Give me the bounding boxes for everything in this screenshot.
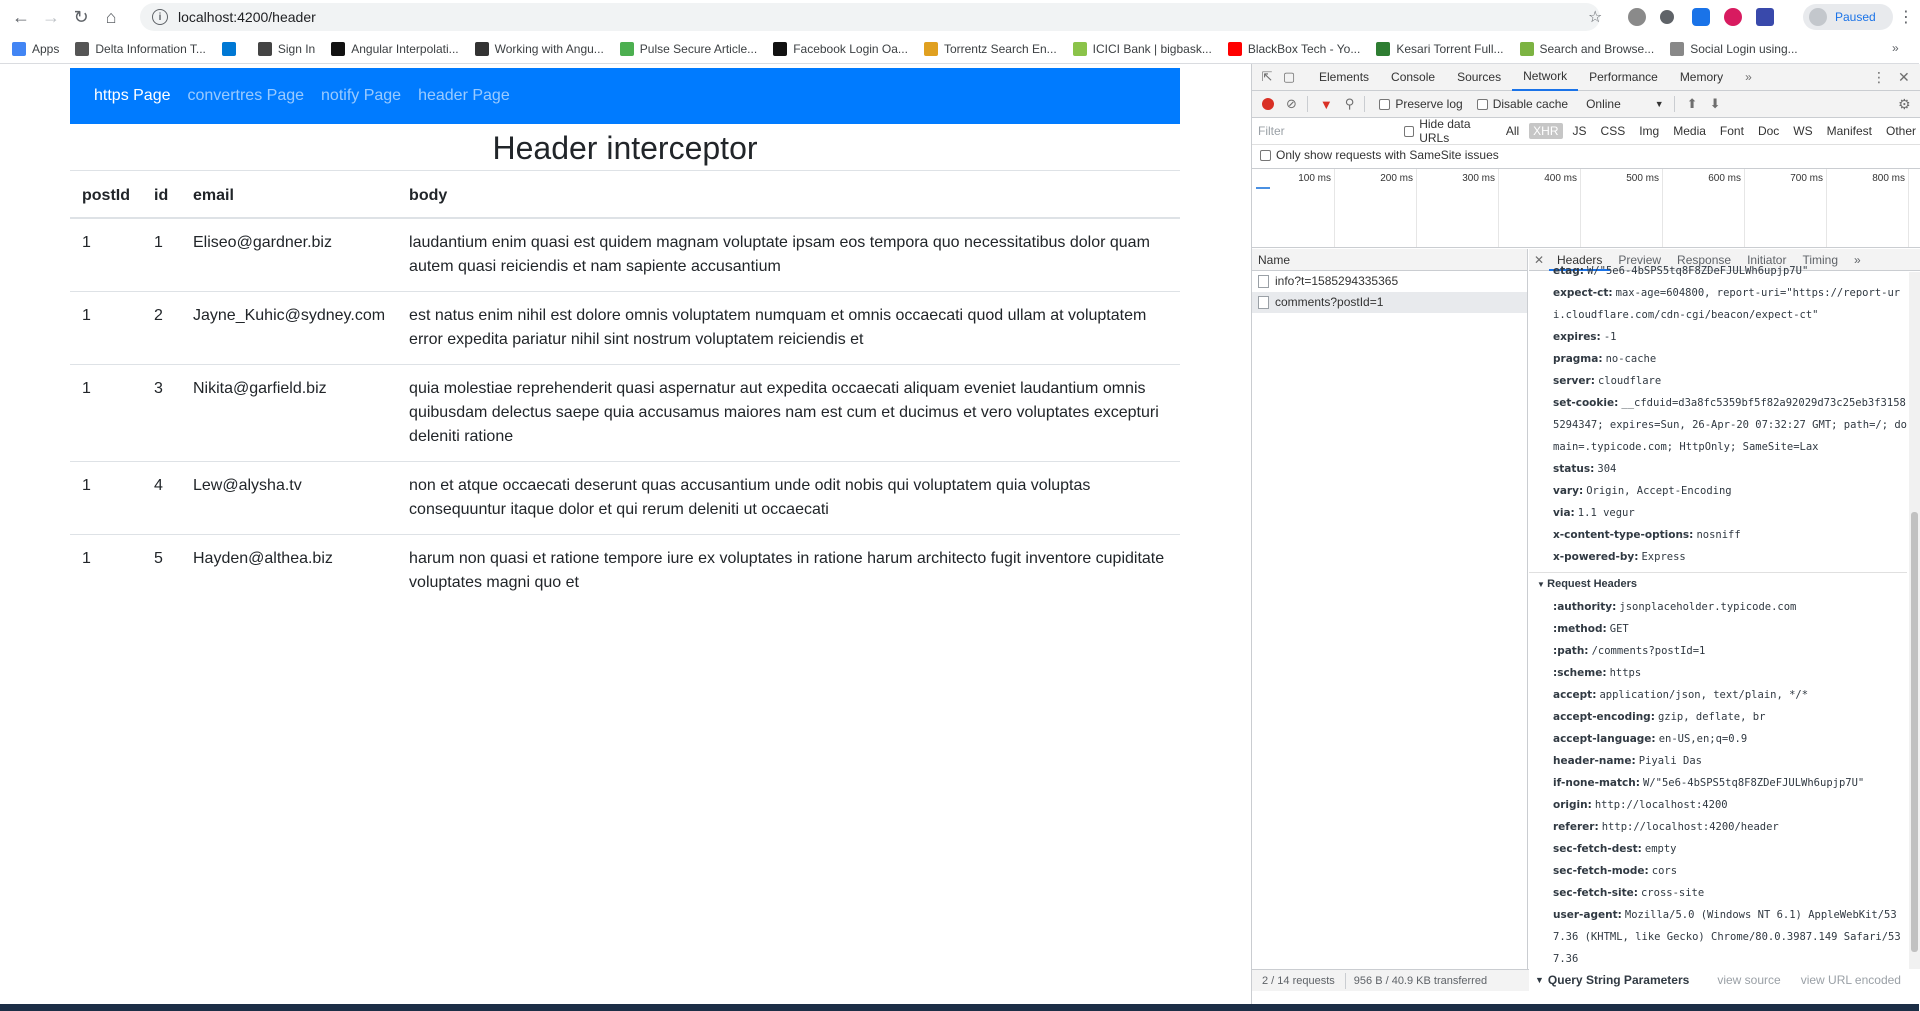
header-name: server: xyxy=(1553,375,1595,387)
bookmark-item[interactable] xyxy=(75,42,206,56)
header-value: cross-site xyxy=(1640,887,1705,899)
request-file-icon xyxy=(1258,275,1269,288)
detail-tab-preview[interactable]: Preview xyxy=(1618,252,1662,267)
header-name: referer: xyxy=(1553,821,1599,833)
timeline-tick xyxy=(1380,169,1417,247)
query-string-parameters-section[interactable] xyxy=(1529,969,1920,991)
nav-link[interactable]: https Page xyxy=(94,87,171,104)
timeline-tick xyxy=(1790,169,1827,247)
filter-type-css[interactable]: CSS xyxy=(1600,124,1626,138)
comments-table xyxy=(70,170,1180,607)
bookmark-label: Apps xyxy=(32,41,60,56)
samesite-checkbox[interactable] xyxy=(1260,148,1499,162)
bookmark-label: ICICI Bank | bigbask... xyxy=(1092,41,1212,56)
header-value: __cfduid=d3a8fc5359bf5f82a92029d73c25eb3f31585294347; expires=Sun, 26-Apr-20 07:32:27 GMT; path=/; domain=.typicode.com; HttpOnly; SameSite=Lax xyxy=(1553,397,1908,453)
request-count: 2 / 14 requests xyxy=(1262,974,1335,987)
header-value: Mozilla/5.0 (Windows NT 6.1) AppleWebKit/537.36 (KHTML, like Gecko) Chrome/80.0.3987.149 Safari/537.36 xyxy=(1553,909,1901,965)
header-line xyxy=(1529,684,1907,706)
bookmark-label: Pulse Secure Article... xyxy=(639,41,758,56)
cell-id: 2 xyxy=(142,292,181,365)
timeline-tick-label: 700 ms xyxy=(1790,173,1823,184)
tab-sources[interactable]: Sources xyxy=(1457,70,1502,84)
paused-label: Paused xyxy=(1835,10,1876,24)
preserve-log-checkbox[interactable] xyxy=(1379,97,1462,111)
timeline-tick xyxy=(1298,169,1335,247)
cell-id: 1 xyxy=(142,218,181,292)
clear-icon[interactable]: ⊘ xyxy=(1286,96,1297,111)
timeline-tick-label: 100 ms xyxy=(1298,173,1331,184)
device-toolbar-icon[interactable]: ▢ xyxy=(1282,69,1296,84)
request-list-header[interactable]: Name xyxy=(1252,249,1527,271)
timeline-tick-label: 500 ms xyxy=(1626,173,1659,184)
bookmark-item[interactable] xyxy=(1520,42,1655,56)
checkbox-box[interactable] xyxy=(1260,150,1271,161)
bookmark-favicon-icon xyxy=(1376,42,1390,56)
bookmark-favicon-icon xyxy=(1228,42,1242,56)
filter-type-all[interactable]: All xyxy=(1505,124,1520,138)
filter-type-ws[interactable]: WS xyxy=(1793,124,1813,138)
table-row xyxy=(70,535,1180,608)
avatar xyxy=(1809,8,1827,26)
close-detail-icon[interactable]: ✕ xyxy=(1533,252,1545,267)
request-detail-pane xyxy=(1529,249,1920,969)
bookmarks-bar xyxy=(0,34,1919,64)
samesite-label: Only show requests with SameSite issues xyxy=(1276,148,1499,162)
bookmark-favicon-icon xyxy=(75,42,89,56)
bookmark-favicon-icon xyxy=(1670,42,1684,56)
toolbar-divider xyxy=(1307,96,1308,112)
detail-tab-headers[interactable]: Headers xyxy=(1549,249,1610,271)
address-bar-url: localhost:4200/header xyxy=(178,9,316,25)
request-name: info?t=1585294335365 xyxy=(1275,274,1399,288)
timeline-tick xyxy=(1462,169,1499,247)
bookmark-favicon-icon xyxy=(620,42,634,56)
detail-tab-timing[interactable]: Timing xyxy=(1802,252,1839,267)
header-name: x-powered-by: xyxy=(1553,551,1639,563)
header-name: x-content-type-options: xyxy=(1553,529,1694,541)
bookmark-favicon-icon xyxy=(1073,42,1087,56)
cell-postid: 1 xyxy=(70,218,142,292)
header-name: accept-language: xyxy=(1553,733,1656,745)
devtools-menu-icon[interactable]: ⋮ xyxy=(1872,69,1886,85)
header-line xyxy=(1529,260,1907,282)
filter-type-font[interactable]: Font xyxy=(1719,124,1744,138)
cell-body: quia molestiae reprehenderit quasi aspernatur aut expedita occaecati aliquam eveniet laudantium omnis quibusdam delectus saepe quia accusamus maiores nam est cum et ducimus et vero voluptates excepturi deleniti ratione xyxy=(397,365,1180,462)
view-url-encoded-link[interactable]: view URL encoded xyxy=(1800,973,1901,987)
preserve-log-label: Preserve log xyxy=(1395,97,1463,111)
os-taskbar xyxy=(0,1004,1919,1011)
cell-email: Nikita@garfield.biz xyxy=(181,365,397,462)
bookmark-favicon-icon xyxy=(12,42,26,56)
column-header: postId xyxy=(70,171,142,219)
header-line xyxy=(1529,794,1907,816)
table-row xyxy=(70,365,1180,462)
request-list xyxy=(1252,249,1528,969)
timeline-tick xyxy=(1872,169,1909,247)
toolbar-divider xyxy=(1674,96,1675,112)
header-name: set-cookie: xyxy=(1553,397,1619,409)
bookmark-favicon-icon xyxy=(331,42,345,56)
disable-cache-label: Disable cache xyxy=(1492,97,1569,111)
header-line xyxy=(1529,618,1907,640)
headers-content xyxy=(1529,265,1908,969)
header-value: http://localhost:4200/header xyxy=(1601,821,1779,833)
view-source-link[interactable]: view source xyxy=(1717,973,1781,987)
header-value: empty xyxy=(1644,843,1677,855)
column-header: email xyxy=(181,171,397,219)
header-value: nosniff xyxy=(1696,529,1741,541)
header-line xyxy=(1529,838,1907,860)
bookmark-item[interactable] xyxy=(222,42,242,56)
timeline-marker xyxy=(1256,187,1270,189)
request-headers-title: Request Headers xyxy=(1547,578,1638,590)
devtools-tabbar xyxy=(1252,64,1920,91)
header-value: -1 xyxy=(1603,331,1617,343)
hide-data-urls-label: Hide data URLs xyxy=(1419,117,1471,145)
header-name: :path: xyxy=(1553,645,1589,657)
query-string-title: Query String Parameters xyxy=(1547,973,1690,987)
header-line xyxy=(1529,596,1907,618)
bookmark-label: Facebook Login Oa... xyxy=(793,41,908,56)
header-value: GET xyxy=(1609,623,1629,635)
header-name: accept: xyxy=(1553,689,1597,701)
network-toolbar xyxy=(1252,91,1920,118)
extension-eyedropper-icon[interactable] xyxy=(1660,10,1674,24)
bookmark-label: Torrentz Search En... xyxy=(943,41,1057,56)
header-value: Piyali Das xyxy=(1638,755,1702,767)
header-name: pragma: xyxy=(1553,353,1603,365)
header-name: :method: xyxy=(1553,623,1607,635)
header-line xyxy=(1529,706,1907,728)
cell-id: 3 xyxy=(142,365,181,462)
bookmark-label: Working with Angu... xyxy=(494,41,604,56)
cell-email: Hayden@althea.biz xyxy=(181,535,397,608)
header-value: http://localhost:4200 xyxy=(1594,799,1728,811)
header-line xyxy=(1529,860,1907,882)
header-line xyxy=(1529,480,1907,502)
header-value: W/"5e6-4bSPS5tq8F8ZDeFJULWh6upjp7U" xyxy=(1587,265,1809,277)
header-line xyxy=(1529,502,1907,524)
header-name: expect-ct: xyxy=(1553,287,1613,299)
header-line xyxy=(1529,750,1907,772)
bookmark-label: Social Login using... xyxy=(1690,41,1798,56)
header-line xyxy=(1529,458,1907,480)
header-value: https xyxy=(1609,667,1642,679)
request-file-icon xyxy=(1258,296,1269,309)
checkbox-box[interactable] xyxy=(1404,126,1414,137)
bookmark-label: BlackBox Tech - Yo... xyxy=(1247,41,1361,56)
checkbox-box[interactable] xyxy=(1379,99,1390,110)
header-name: status: xyxy=(1553,463,1595,475)
import-har-icon[interactable]: ⬆ xyxy=(1686,96,1698,111)
scrollbar-thumb[interactable] xyxy=(1911,512,1918,952)
header-line xyxy=(1529,816,1907,838)
header-value: application/json, text/plain, */* xyxy=(1599,689,1809,701)
filter-type-other[interactable]: Other xyxy=(1885,124,1916,138)
triangle-down-icon: ▼ xyxy=(1535,975,1544,985)
cell-body: harum non quasi et ratione tempore iure ex voluptates in ratione harum architecto fugit inventore cupiditate voluptates magni quo et xyxy=(397,535,1180,608)
bookmark-item[interactable] xyxy=(620,42,757,56)
cell-postid: 1 xyxy=(70,292,142,365)
cell-postid: 1 xyxy=(70,365,142,462)
bookmark-item[interactable] xyxy=(258,42,315,56)
bookmark-item[interactable] xyxy=(1376,42,1503,56)
timeline-tick xyxy=(1544,169,1581,247)
header-value: cors xyxy=(1651,865,1678,877)
nav-link[interactable]: header Page xyxy=(418,87,510,104)
bookmark-favicon-icon xyxy=(924,42,938,56)
triangle-down-icon: ▼ xyxy=(1537,580,1548,589)
header-value: cloudflare xyxy=(1597,375,1662,387)
request-row[interactable] xyxy=(1252,271,1527,292)
bookmark-favicon-icon xyxy=(258,42,272,56)
extension-screen-icon[interactable] xyxy=(1756,8,1774,26)
forward-icon[interactable]: → xyxy=(42,6,60,27)
header-name: header-name: xyxy=(1553,755,1636,767)
filter-type-xhr[interactable]: XHR xyxy=(1529,123,1562,139)
address-bar[interactable] xyxy=(140,3,1603,31)
header-name: sec-fetch-site: xyxy=(1553,887,1638,899)
bookmark-favicon-icon xyxy=(773,42,787,56)
bookmark-item[interactable] xyxy=(924,42,1057,56)
header-line xyxy=(1529,546,1907,568)
header-value: Origin, Accept-Encoding xyxy=(1586,485,1732,497)
devtools-close-icon[interactable]: ✕ xyxy=(1898,69,1910,85)
request-row[interactable] xyxy=(1252,292,1527,313)
header-value: /comments?postId=1 xyxy=(1591,645,1706,657)
header-value: max-age=604800, report-uri="https://report-uri.cloudflare.com/cdn-cgi/beacon/expect-ct" xyxy=(1553,287,1901,321)
bookmark-star-icon[interactable]: ☆ xyxy=(1588,9,1603,26)
table-row xyxy=(70,292,1180,365)
tab-elements[interactable]: Elements xyxy=(1319,70,1370,84)
header-name: expires: xyxy=(1553,331,1601,343)
filter-input[interactable]: Filter xyxy=(1258,124,1285,138)
profile-paused-button[interactable] xyxy=(1803,4,1893,30)
bookmark-item[interactable] xyxy=(12,42,59,56)
header-value: no-cache xyxy=(1605,353,1657,365)
cell-postid: 1 xyxy=(70,462,142,535)
status-divider xyxy=(1345,973,1346,989)
header-name: :scheme: xyxy=(1553,667,1607,679)
bookmark-label: Sign In xyxy=(277,41,316,56)
back-icon[interactable]: ← xyxy=(12,6,30,27)
record-icon[interactable] xyxy=(1262,98,1274,110)
cell-postid: 1 xyxy=(70,535,142,608)
bookmark-item[interactable] xyxy=(773,42,908,56)
cell-email: Jayne_Kuhic@sydney.com xyxy=(181,292,397,365)
bookmark-item[interactable] xyxy=(475,42,604,56)
extension-blue-icon[interactable] xyxy=(1692,8,1710,26)
filter-type-js[interactable]: JS xyxy=(1572,124,1587,138)
cell-body: laudantium enim quasi est quidem magnam voluptate ipsam eos tempora quo necessitatibus dolor quam autem quasi reiciendis et nam sapiente accusantium xyxy=(397,218,1180,292)
inspect-element-icon[interactable]: ⇱ xyxy=(1261,69,1273,84)
header-line xyxy=(1529,662,1907,684)
filter-type-doc[interactable]: Doc xyxy=(1757,124,1780,138)
nav-link[interactable]: notify Page xyxy=(321,87,402,104)
throttle-value: Online xyxy=(1586,97,1621,111)
hide-data-urls-checkbox[interactable] xyxy=(1404,117,1494,145)
devtools-panel xyxy=(1251,64,1919,1011)
bookmark-label: Angular Interpolati... xyxy=(351,41,459,56)
nav-link[interactable]: convertres Page xyxy=(187,87,305,104)
cell-body: non et atque occaecati deserunt quas accusantium unde odit nobis qui voluptatem quia voluptas consequuntur itaque dolor et qui rerum deleniti ut occaecati xyxy=(397,462,1180,535)
app-page xyxy=(0,64,1250,1011)
header-value: 304 xyxy=(1597,463,1617,475)
header-line xyxy=(1529,640,1907,662)
header-value: gzip, deflate, br xyxy=(1657,711,1766,723)
header-value: en-US,en;q=0.9 xyxy=(1658,733,1748,745)
info-icon[interactable]: i xyxy=(152,9,168,25)
network-filter-bar xyxy=(1252,118,1920,145)
more-detail-tabs-icon[interactable]: » xyxy=(1854,252,1861,267)
bookmark-favicon-icon xyxy=(222,42,236,56)
header-line xyxy=(1529,772,1907,794)
bookmark-favicon-icon xyxy=(1520,42,1534,56)
reload-icon[interactable]: ↻ xyxy=(73,6,89,27)
header-name: via: xyxy=(1553,507,1575,519)
bookmark-item[interactable] xyxy=(331,42,458,56)
header-line xyxy=(1529,370,1907,392)
filter-type-img[interactable]: Img xyxy=(1639,124,1660,138)
header-name: sec-fetch-mode: xyxy=(1553,865,1649,877)
header-value: W/"5e6-4bSPS5tq8F8ZDeFJULWh6upjp7U" xyxy=(1643,777,1865,789)
header-line xyxy=(1529,882,1907,904)
header-line xyxy=(1529,282,1907,326)
checkbox-box[interactable] xyxy=(1477,99,1488,110)
header-name: sec-fetch-dest: xyxy=(1553,843,1642,855)
table-row xyxy=(70,462,1180,535)
throttle-select[interactable] xyxy=(1586,97,1664,111)
bookmark-label: Kesari Torrent Full... xyxy=(1396,41,1504,56)
disable-cache-checkbox[interactable] xyxy=(1477,97,1568,111)
tab-performance[interactable]: Performance xyxy=(1589,70,1658,84)
table-row xyxy=(70,218,1180,292)
timeline-tick-label: 200 ms xyxy=(1380,173,1413,184)
extension-globe-icon[interactable] xyxy=(1628,8,1646,26)
chevron-down-icon: ▼ xyxy=(1654,99,1664,109)
header-line xyxy=(1529,392,1907,458)
header-name: vary: xyxy=(1553,485,1584,497)
header-line xyxy=(1529,524,1907,546)
header-name: :authority: xyxy=(1553,601,1617,613)
cell-id: 5 xyxy=(142,535,181,608)
header-name: if-none-match: xyxy=(1553,777,1640,789)
bookmark-favicon-icon xyxy=(475,42,489,56)
timeline-tick-label: 600 ms xyxy=(1708,173,1741,184)
home-icon[interactable]: ⌂ xyxy=(105,6,117,27)
header-name: accept-encoding: xyxy=(1553,711,1655,723)
timeline-tick xyxy=(1708,169,1745,247)
timeline-tick-label: 800 ms xyxy=(1872,173,1905,184)
headers-scrollbar[interactable] xyxy=(1909,272,1920,969)
bookmark-item[interactable] xyxy=(1073,42,1212,56)
bookmark-item[interactable] xyxy=(1228,42,1361,56)
header-value: Express xyxy=(1641,551,1686,563)
settings-gear-icon[interactable]: ⚙ xyxy=(1898,95,1911,112)
detail-tab-initiator[interactable]: Initiator xyxy=(1747,252,1787,267)
header-line xyxy=(1529,326,1907,348)
request-name: comments?postId=1 xyxy=(1275,295,1384,309)
more-tabs-icon[interactable]: » xyxy=(1745,70,1752,84)
header-name: etag: xyxy=(1553,265,1584,277)
search-icon[interactable]: ⚲ xyxy=(1344,96,1355,111)
browser-menu-icon[interactable]: ⋮ xyxy=(1898,9,1914,26)
column-header: id xyxy=(142,171,181,219)
network-overview-timeline[interactable] xyxy=(1252,168,1920,248)
header-value: jsonplaceholder.typicode.com xyxy=(1619,601,1797,613)
filter-icon[interactable]: ▼ xyxy=(1319,96,1333,112)
header-name: user-agent: xyxy=(1553,909,1622,921)
header-line xyxy=(1529,728,1907,750)
transferred-size: 956 B / 40.9 KB transferred xyxy=(1353,974,1488,987)
cell-body: est natus enim nihil est dolore omnis voluptatem numquam et omnis occaecati quod ullam at voluptatem error expedita pariatur nihil sint nostrum voluptatem reiciendis et xyxy=(397,292,1180,365)
toolbar-divider xyxy=(1364,96,1365,112)
column-header: body xyxy=(397,171,1180,219)
page-title: Header interceptor xyxy=(492,130,758,166)
extension-colorful-icon[interactable] xyxy=(1724,8,1742,26)
detail-tab-response[interactable]: Response xyxy=(1677,252,1732,267)
cell-email: Eliseo@gardner.biz xyxy=(181,218,397,292)
export-har-icon[interactable]: ⬇ xyxy=(1709,96,1721,111)
tab-network[interactable]: Network xyxy=(1512,64,1578,91)
app-navbar xyxy=(70,68,1180,124)
filter-type-manifest[interactable]: Manifest xyxy=(1826,124,1872,138)
filter-type-media[interactable]: Media xyxy=(1673,124,1706,138)
header-line xyxy=(1529,904,1907,970)
timeline-tick xyxy=(1626,169,1663,247)
bookmark-item[interactable] xyxy=(1670,42,1797,56)
tab-memory[interactable]: Memory xyxy=(1679,70,1724,84)
header-value: 1.1 vegur xyxy=(1577,507,1635,519)
request-headers-section[interactable] xyxy=(1529,572,1907,596)
bookmarks-overflow-icon[interactable]: » xyxy=(1892,41,1899,55)
header-line xyxy=(1529,348,1907,370)
bookmark-label: Search and Browse... xyxy=(1539,41,1655,56)
cell-email: Lew@alysha.tv xyxy=(181,462,397,535)
table-header-row xyxy=(70,171,1180,219)
timeline-tick-label: 300 ms xyxy=(1462,173,1495,184)
browser-toolbar xyxy=(0,0,1919,34)
header-name: origin: xyxy=(1553,799,1592,811)
timeline-tick-label: 400 ms xyxy=(1544,173,1577,184)
bookmark-label: Delta Information T... xyxy=(95,41,206,56)
cell-id: 4 xyxy=(142,462,181,535)
tab-console[interactable]: Console xyxy=(1391,70,1436,84)
